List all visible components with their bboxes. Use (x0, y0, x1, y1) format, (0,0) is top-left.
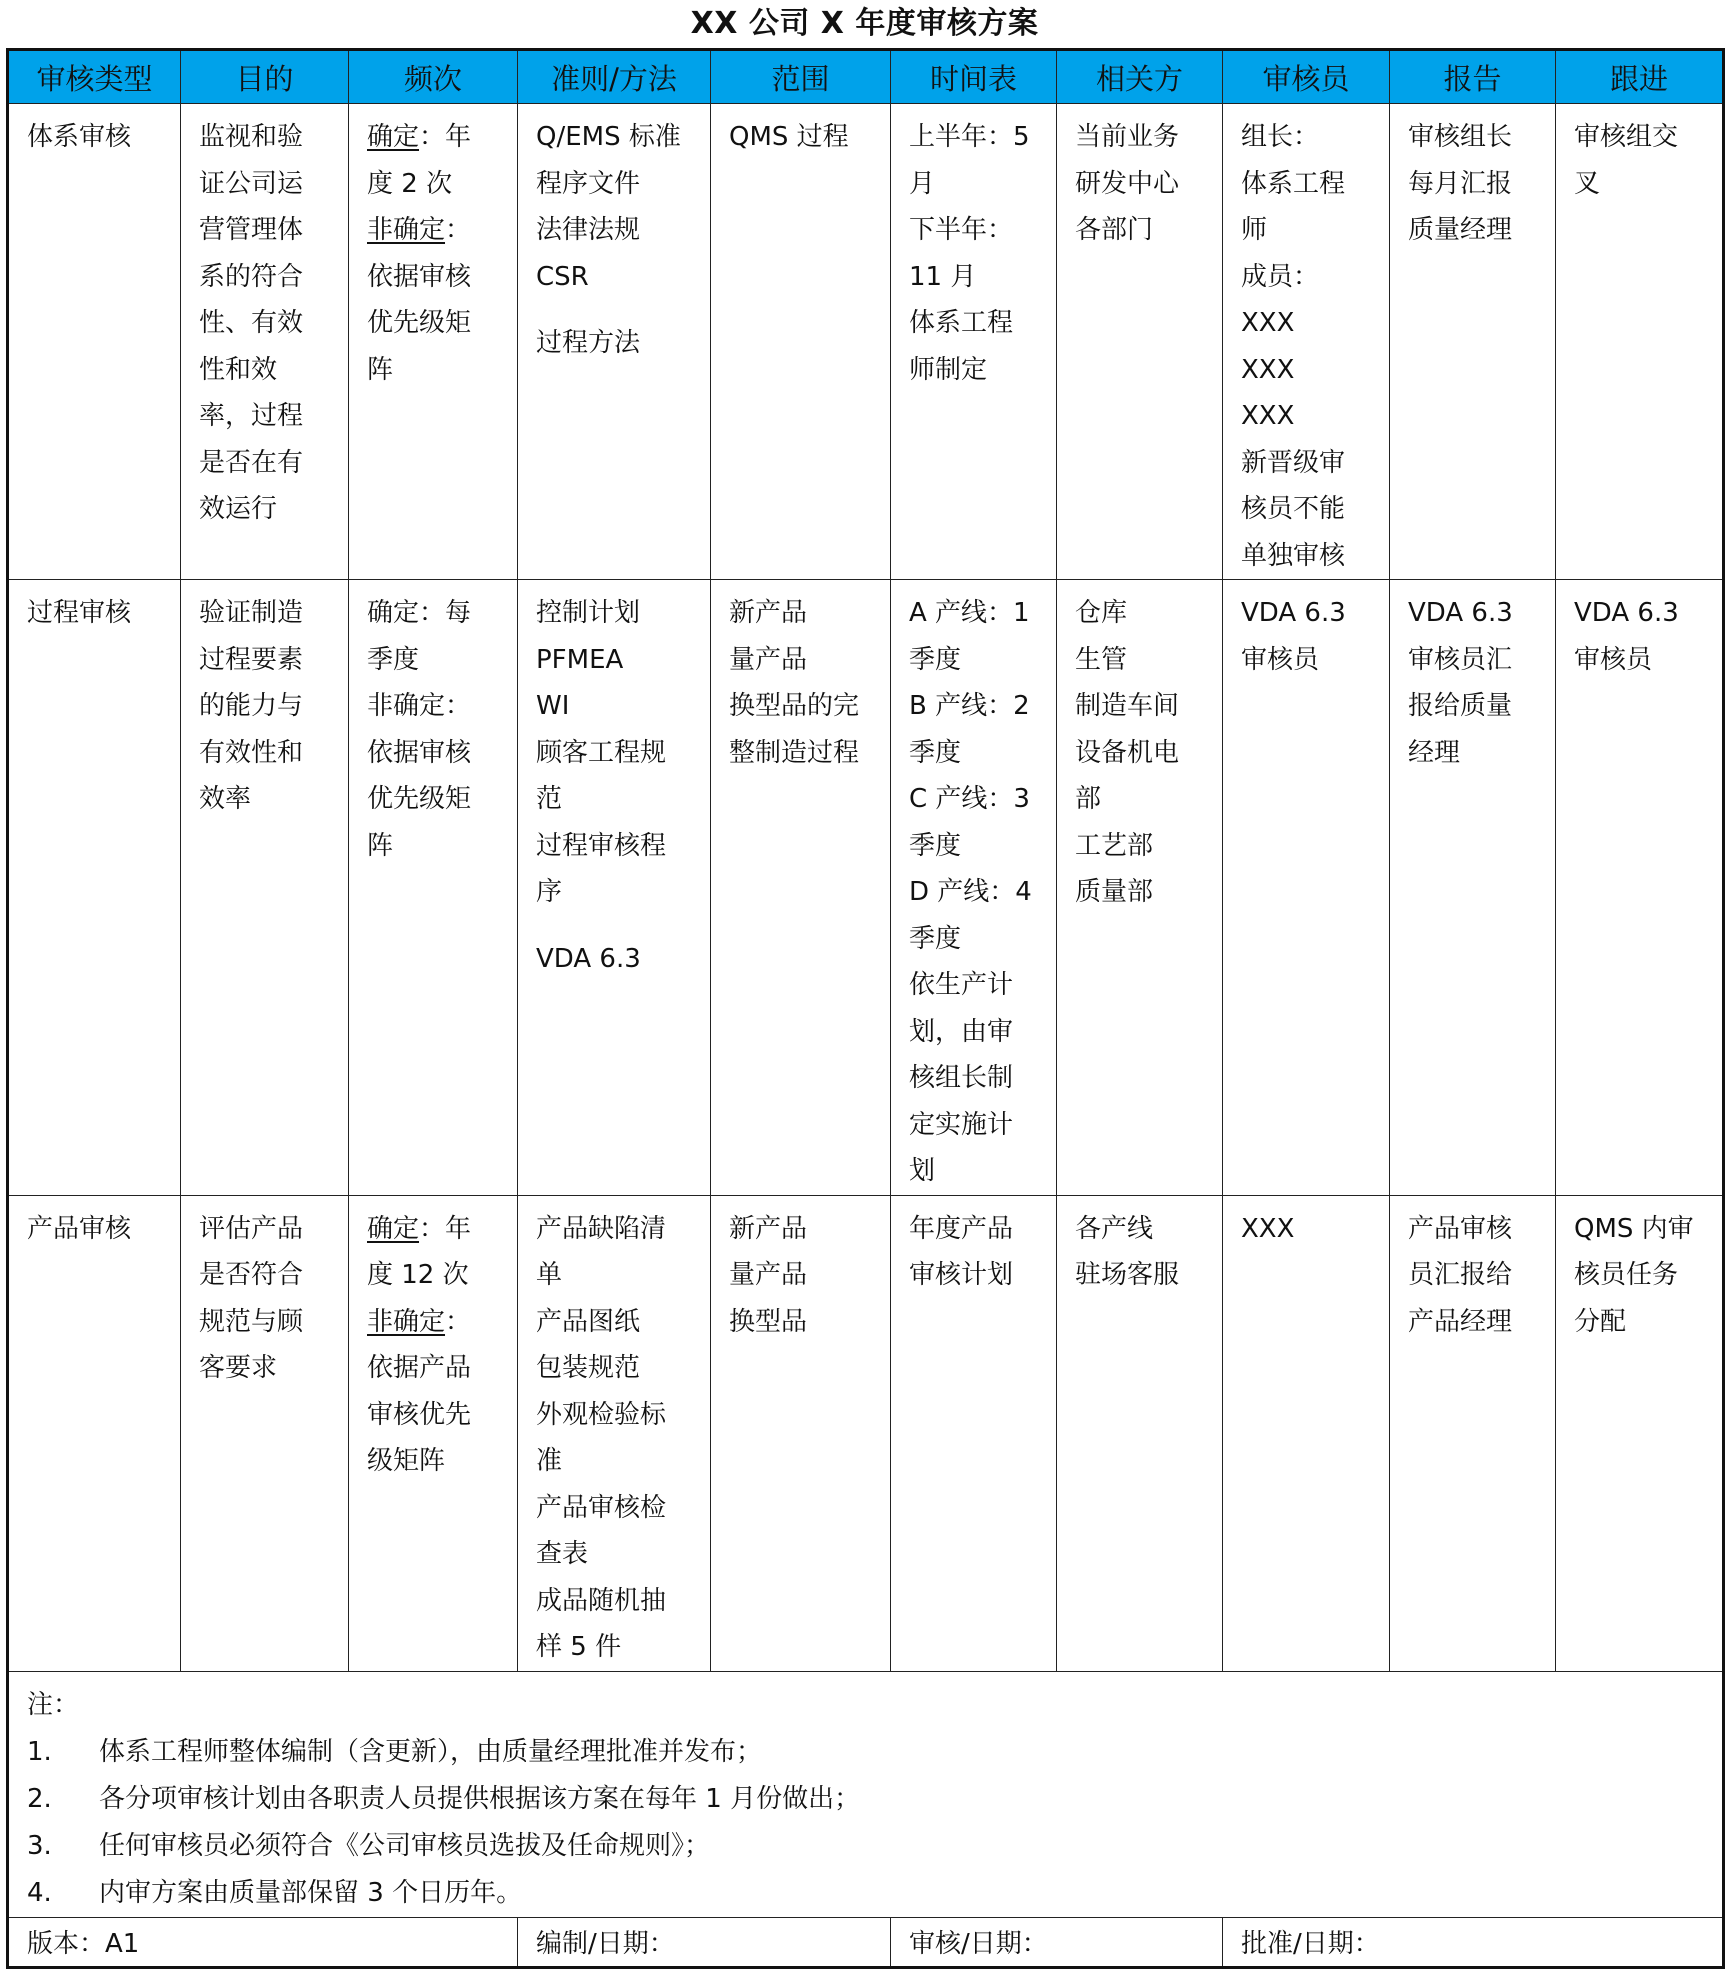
cell-line: WI (536, 691, 570, 721)
cell-line: 师 (1241, 215, 1268, 245)
scope-cell (711, 580, 891, 1196)
cell-line: 11 月 (909, 261, 977, 292)
stakeholders-cell (1057, 580, 1223, 1196)
cell-line: 包装规范 (536, 1353, 641, 1383)
note-text: 任何审核员必须符合《公司审核员选拔及任命规则》； (99, 1830, 711, 1861)
cell-line: 性、有效 (199, 308, 304, 338)
cell-line: 依生产计 (909, 970, 1014, 1000)
followup-cell (1556, 104, 1724, 580)
frequency-detail: ：年 (419, 1213, 472, 1244)
cell-line: 体系工程 (909, 308, 1014, 338)
cell-line: 单 (536, 1260, 563, 1290)
cell-line: 过程审核程 (536, 830, 667, 861)
cell-line (367, 1206, 509, 1253)
header-stakeholders: 相关方 (1057, 50, 1223, 104)
cell-line: 单独审核 (1241, 540, 1346, 571)
cell-line: 控制计划 (536, 598, 641, 628)
frequency-detail: ：年 (419, 122, 472, 152)
document-title: XX 公司 X 年度审核方案 (690, 6, 1039, 41)
reviewed-date-field: 审核/日期： (891, 1917, 1223, 1967)
cell-line: 产品审核 (27, 1213, 132, 1244)
cell-line: 季度 (367, 644, 420, 675)
header-schedule: 时间表 (891, 50, 1057, 104)
cell-line: 制造车间 (1075, 691, 1180, 721)
cell-line: 产品经理 (1408, 1306, 1513, 1337)
schedule-cell (891, 1195, 1057, 1671)
stakeholders-cell (1057, 1195, 1223, 1671)
version-field: 版本：A1 (8, 1917, 518, 1967)
cell-line (367, 207, 509, 254)
cell-line: B 产线：2 (909, 691, 1030, 721)
cell-line: 产品审核检 (536, 1492, 667, 1523)
cell-line: VDA 6.3 (536, 943, 641, 974)
note-number: 4. (27, 1877, 52, 1908)
note-text: 体系工程师整体编制（含更新），由质量经理批准并发布； (99, 1736, 763, 1767)
cell-line: 审核优先 (367, 1399, 472, 1430)
followup-cell (1556, 580, 1724, 1196)
cell-line (367, 114, 509, 161)
cell-line: 评估产品 (199, 1213, 304, 1244)
notes-section (9, 1672, 1722, 1917)
cell-line: 是否符合 (199, 1260, 304, 1290)
criteria-cell (518, 104, 711, 580)
header-frequency: 频次 (349, 50, 518, 104)
header-purpose: 目的 (181, 50, 349, 104)
cell-line (536, 916, 702, 936)
cell-line: 非确定： (367, 691, 472, 721)
cell-line: 叉 (1574, 168, 1601, 199)
cell-line: 依据产品 (367, 1353, 472, 1383)
cell-line: 程序文件 (536, 168, 641, 199)
cell-line: 换型品的完 (729, 691, 860, 721)
cell-line: 效运行 (199, 494, 278, 524)
cell-line: 仓库 (1075, 598, 1128, 628)
cell-line: XXX (1241, 401, 1295, 431)
purpose-cell (181, 104, 349, 580)
cell-line: 顾客工程规 (536, 737, 667, 768)
frequency-cell (349, 1195, 518, 1671)
cell-line: QMS 过程 (729, 122, 849, 152)
approved-date-field: 批准/日期： (1223, 1917, 1724, 1967)
cell-line: 阵 (367, 354, 394, 385)
cell-line: XXX (1241, 308, 1295, 338)
criteria-cell (518, 1195, 711, 1671)
cell-line: 优先级矩 (367, 308, 472, 338)
header-auditors: 审核员 (1223, 50, 1390, 104)
cell-line: 量产品 (729, 1260, 808, 1290)
cell-line: 员汇报给 (1408, 1260, 1513, 1290)
cell-line: 年度产品 (909, 1213, 1014, 1244)
frequency-detail: ： (445, 1306, 472, 1337)
cell-line (367, 1299, 509, 1346)
cell-line: 性和效 (199, 354, 278, 385)
cell-line: 分配 (1574, 1306, 1627, 1337)
frequency-cell (349, 104, 518, 580)
cell-line: 监视和验 (199, 122, 304, 152)
auditors-cell (1223, 580, 1390, 1196)
followup-cell (1556, 1195, 1724, 1671)
cell-line: 组长： (1241, 122, 1320, 152)
audit-type-cell (8, 104, 181, 580)
cell-line: 度 12 次 (367, 1260, 469, 1290)
frequency-term: 确定 (367, 1213, 420, 1244)
cell-line: 经理 (1408, 737, 1461, 768)
header-audit-type: 审核类型 (8, 50, 181, 104)
note-number: 1. (27, 1736, 52, 1767)
cell-line: 审核员汇 (1408, 644, 1513, 675)
cell-line: QMS 内审 (1574, 1213, 1694, 1244)
cell-line: 产品缺陷清 (536, 1213, 667, 1244)
cell-line: 有效性和 (199, 737, 304, 768)
cell-line: 划 (909, 1156, 936, 1186)
cell-line: 核员任务 (1574, 1260, 1679, 1290)
header-row (8, 50, 1724, 104)
cell-line: 季度 (909, 644, 962, 675)
cell-line: C 产线：3 (909, 784, 1030, 814)
cell-line: 样 5 件 (536, 1632, 622, 1662)
auditors-cell (1223, 104, 1390, 580)
note-item (27, 1823, 1714, 1870)
frequency-term: 非确定 (367, 1306, 446, 1337)
cell-line: 下半年： (909, 215, 1014, 245)
cell-line: 审核员 (1574, 644, 1653, 675)
note-item (27, 1870, 1714, 1917)
table-row (8, 580, 1724, 1196)
cell-line: 成员： (1241, 261, 1320, 292)
purpose-cell (181, 580, 349, 1196)
cell-line: VDA 6.3 (1574, 598, 1679, 628)
cell-line: D 产线：4 (909, 877, 1032, 907)
cell-line: 生管 (1075, 644, 1128, 675)
cell-line: 整制造过程 (729, 737, 860, 768)
cell-line: 度 2 次 (367, 168, 453, 199)
notes-label: 注： (27, 1689, 80, 1720)
cell-line: 优先级矩 (367, 784, 472, 814)
cell-line: 部 (1075, 784, 1102, 814)
report-cell (1390, 104, 1556, 580)
cell-line: 规范与顾 (199, 1306, 304, 1337)
cell-line: 工艺部 (1075, 830, 1154, 861)
cell-line: 率，过程 (199, 401, 304, 431)
cell-line: 审核计划 (909, 1260, 1014, 1290)
cell-line: 新产品 (729, 1213, 808, 1244)
cell-line: 级矩阵 (367, 1446, 446, 1476)
cell-line: 师制定 (909, 354, 988, 385)
cell-line: 核组长制 (909, 1063, 1014, 1093)
frequency-detail: ： (445, 215, 472, 245)
audit-program-table (6, 48, 1725, 1969)
cell-line: 质量部 (1075, 877, 1154, 907)
cell-line: 每月汇报 (1408, 168, 1513, 199)
cell-line: VDA 6.3 (1408, 598, 1513, 628)
cell-line: 产品图纸 (536, 1306, 641, 1337)
note-item (27, 1776, 1714, 1823)
purpose-cell (181, 1195, 349, 1671)
cell-line: XXX (1241, 354, 1295, 385)
cell-line: 新产品 (729, 598, 808, 628)
audit-type-cell (8, 580, 181, 1196)
cell-line: 法律法规 (536, 215, 641, 245)
note-text: 各分项审核计划由各职责人员提供根据该方案在每年 1 月份做出； (99, 1783, 861, 1814)
frequency-cell (349, 580, 518, 1196)
cell-line: 换型品 (729, 1306, 808, 1337)
cell-line: A 产线：1 (909, 598, 1030, 628)
cell-line: 季度 (909, 923, 962, 954)
cell-line: 报给质量 (1408, 691, 1513, 721)
cell-line: 依据审核 (367, 737, 472, 768)
cell-line: 审核组长 (1408, 122, 1513, 152)
cell-line: 体系审核 (27, 122, 132, 152)
scope-cell (711, 104, 891, 580)
cell-line: 验证制造 (199, 598, 304, 628)
cell-line: 月 (909, 168, 936, 199)
cell-line: 过程方法 (536, 328, 641, 358)
report-cell (1390, 1195, 1556, 1671)
cell-line: 过程审核 (27, 598, 132, 628)
cell-line: 过程要素 (199, 644, 304, 675)
cell-line: 是否在有 (199, 447, 304, 478)
cell-line: 体系工程 (1241, 168, 1346, 199)
cell-line: 阵 (367, 830, 394, 861)
table-row (8, 1195, 1724, 1671)
note-number: 3. (27, 1830, 52, 1861)
cell-line: 效率 (199, 784, 252, 814)
cell-line: 成品随机抽 (536, 1585, 667, 1616)
table-row (8, 104, 1724, 580)
cell-line: 准 (536, 1446, 563, 1476)
cell-line: 依据审核 (367, 261, 472, 292)
cell-line: 外观检验标 (536, 1399, 667, 1430)
cell-line: 当前业务 (1075, 122, 1180, 152)
report-cell (1390, 580, 1556, 1196)
header-criteria: 准则/方法 (518, 50, 711, 104)
cell-line: 查表 (536, 1539, 589, 1569)
cell-line: 核员不能 (1241, 494, 1346, 524)
cell-line: 季度 (909, 830, 962, 861)
footer-row (8, 1917, 1724, 1967)
cell-line: 系的符合 (199, 261, 304, 292)
audit-type-cell (8, 1195, 181, 1671)
header-scope: 范围 (711, 50, 891, 104)
cell-line: 营管理体 (199, 215, 304, 245)
prepared-date-field: 编制/日期： (518, 1917, 891, 1967)
cell-line: 审核员 (1241, 644, 1320, 675)
note-item (27, 1729, 1714, 1776)
cell-line: 研发中心 (1075, 168, 1180, 199)
cell-line: PFMEA (536, 644, 624, 675)
cell-line: 驻场客服 (1075, 1260, 1180, 1290)
cell-line: 产品审核 (1408, 1213, 1513, 1244)
cell-line: 各产线 (1075, 1213, 1154, 1244)
cell-line: 量产品 (729, 644, 808, 675)
cell-line: 序 (536, 877, 563, 907)
cell-line: 季度 (909, 737, 962, 768)
cell-line: 划，由审 (909, 1016, 1014, 1047)
cell-line: 的能力与 (199, 691, 304, 721)
cell-line: 定实施计 (909, 1109, 1014, 1140)
notes-row (8, 1671, 1724, 1917)
schedule-cell (891, 104, 1057, 580)
cell-line: 新晋级审 (1241, 447, 1346, 478)
scope-cell (711, 1195, 891, 1671)
frequency-term: 确定 (367, 122, 420, 152)
frequency-term: 非确定 (367, 215, 446, 245)
cell-line: 质量经理 (1408, 215, 1513, 245)
header-report: 报告 (1390, 50, 1556, 104)
note-number: 2. (27, 1783, 52, 1814)
stakeholders-cell (1057, 104, 1223, 580)
header-followup: 跟进 (1556, 50, 1724, 104)
cell-line: XXX (1241, 1213, 1295, 1244)
cell-line: 确定：每 (367, 598, 472, 628)
cell-line: 证公司运 (199, 168, 304, 199)
schedule-cell (891, 580, 1057, 1196)
cell-line: 上半年：5 (909, 122, 1030, 152)
cell-line: Q/EMS 标准 (536, 122, 681, 152)
cell-line: VDA 6.3 (1241, 598, 1346, 628)
cell-line: 设备机电 (1075, 737, 1180, 768)
cell-line: 各部门 (1075, 215, 1154, 245)
cell-line: 客要求 (199, 1353, 278, 1383)
auditors-cell (1223, 1195, 1390, 1671)
criteria-cell (518, 580, 711, 1196)
note-text: 内审方案由质量部保留 3 个日历年。 (99, 1877, 523, 1908)
cell-line: CSR (536, 261, 589, 292)
cell-line (536, 300, 702, 320)
cell-line: 范 (536, 784, 563, 814)
cell-line: 审核组交 (1574, 122, 1679, 152)
